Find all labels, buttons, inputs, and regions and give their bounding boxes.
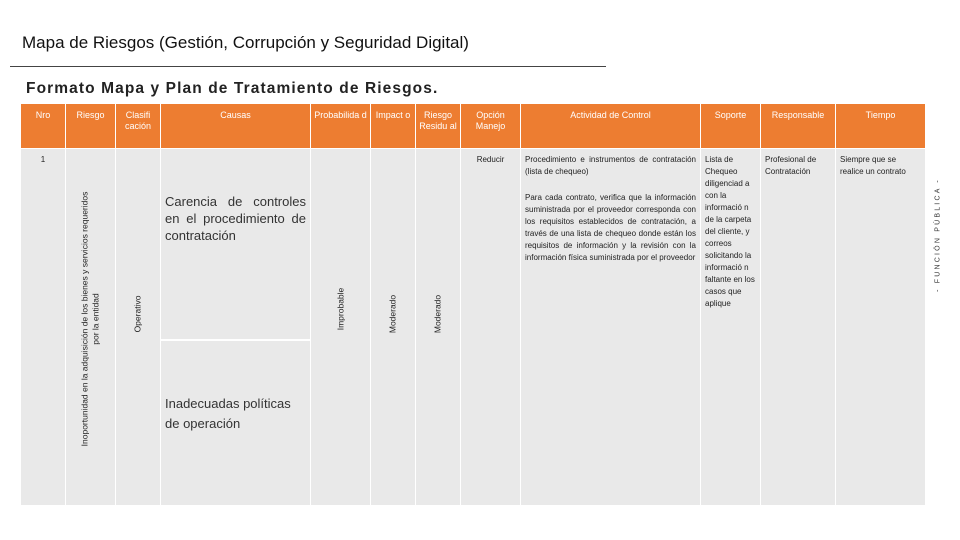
cell-causas — [161, 149, 311, 506]
cell-opcion-manejo: Reducir — [461, 149, 521, 506]
header-opcion-manejo: Opción Manejo — [461, 104, 521, 149]
cell-responsable: Profesional de Contratación — [761, 149, 836, 506]
probabilidad-text: Improbable — [334, 287, 345, 331]
clasificacion-text: Operativo — [132, 295, 143, 333]
header-responsable: Responsable — [761, 104, 836, 149]
side-watermark-text: - FUNCIÓN PÚBLICA - — [934, 178, 942, 292]
header-causas: Causas — [161, 104, 311, 149]
cell-tiempo: Siempre que se realice un contrato — [836, 149, 926, 506]
cause-item-2: Inadecuadas políticas de operación — [165, 396, 291, 432]
riesgo-residual-text: Moderado — [432, 294, 443, 334]
cause-item-1: Carencia de controles en el procedimiento de contratación — [165, 194, 306, 243]
page-title: Mapa de Riesgos (Gestión, Corrupción y Seguridad Digital) — [22, 33, 469, 52]
header-nro: Nro — [21, 104, 66, 149]
riesgo-text-line1: Inoportunidad en la adquisición de los bienes y servicios requeridos — [79, 191, 90, 447]
cell-actividad-control — [521, 149, 701, 506]
actividad-paragraph-2: Para cada contrato, verifica que la información suministrada por el proveedor corresponda con los requisitos establecidos de contratación, a través de una lista de chequeo donde están los requisitos de información y la revisión con la información física suministrada por el proveedor — [525, 193, 696, 262]
cell-probabilidad — [311, 149, 371, 506]
header-riesgo-residual: Riesgo Residu al — [416, 104, 461, 149]
header-probabilidad: Probabilida d — [311, 104, 371, 149]
header-clasificacion: Clasifi cación — [116, 104, 161, 149]
side-watermark — [935, 160, 941, 310]
table-row — [21, 149, 926, 506]
section-subtitle: Formato Mapa y Plan de Tratamiento de Riesgos. — [26, 80, 439, 97]
header-tiempo: Tiempo — [836, 104, 926, 149]
riesgo-text-line2: por la entidad — [90, 293, 101, 345]
cell-soporte: Lista de Chequeo diligenciad a con la informació n de la carpeta del cliente, y correos solicitando la informació n faltante en los casos que aplique — [701, 149, 761, 506]
title-divider — [10, 66, 606, 67]
risk-map-table — [20, 103, 926, 506]
cell-riesgo — [66, 149, 116, 506]
header-soporte: Soporte — [701, 104, 761, 149]
header-actividad-control: Actividad de Control — [521, 104, 701, 149]
cell-clasificacion — [116, 149, 161, 506]
cause-divider — [161, 339, 310, 341]
actividad-paragraph-1: Procedimiento e instrumentos de contratación (lista de chequeo) — [525, 155, 696, 176]
riesgo-text — [79, 192, 102, 447]
table-header-row — [21, 104, 926, 149]
impacto-text: Moderado — [387, 294, 398, 334]
cell-impacto — [371, 149, 416, 506]
header-riesgo: Riesgo — [66, 104, 116, 149]
cell-riesgo-residual — [416, 149, 461, 506]
header-impacto: Impact o — [371, 104, 416, 149]
cell-nro: 1 — [21, 149, 66, 506]
